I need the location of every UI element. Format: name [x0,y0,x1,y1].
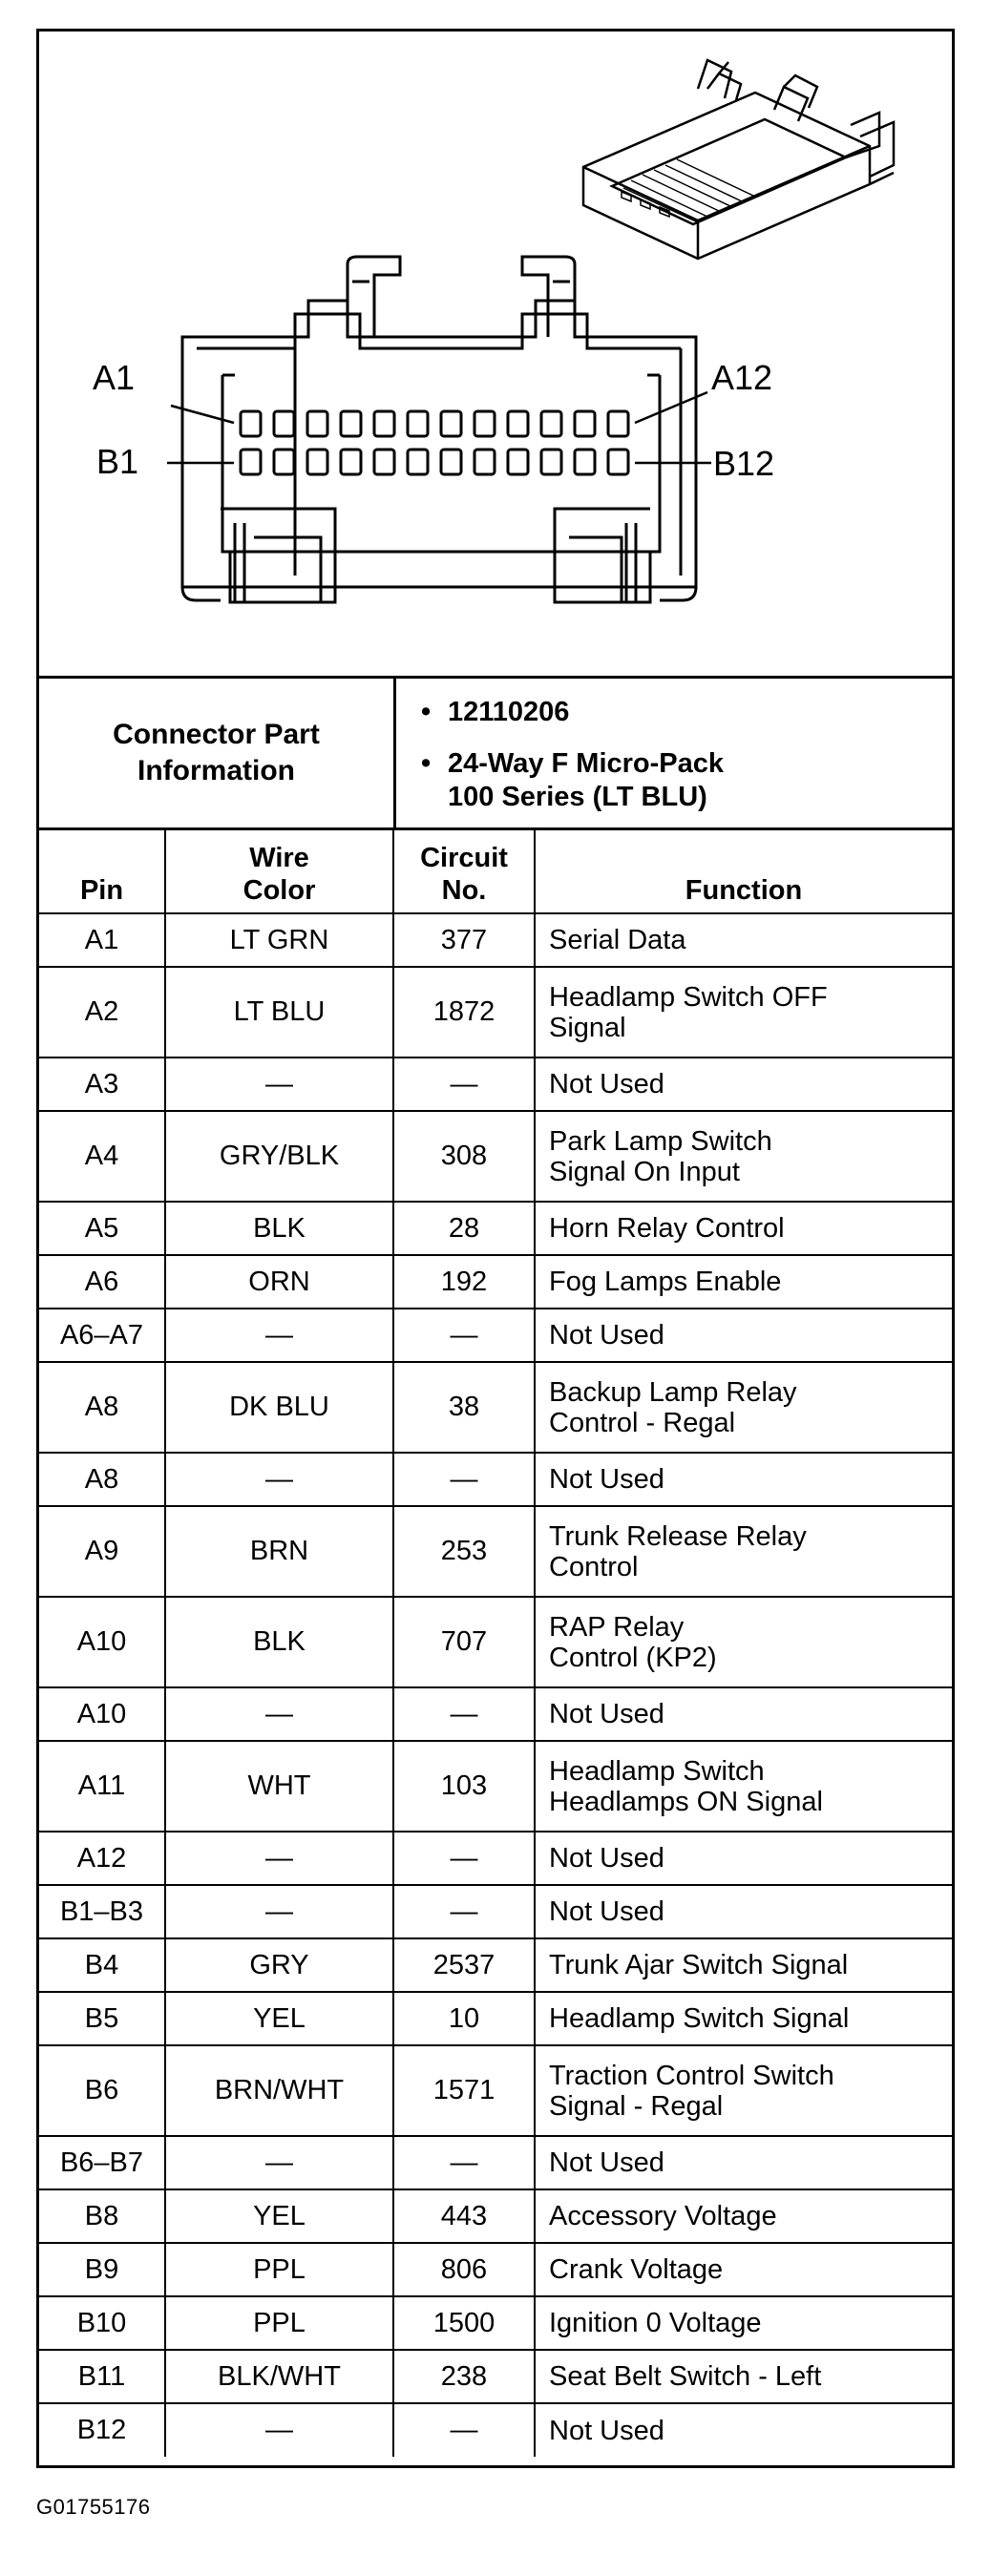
pin-cell: B6 [39,2045,165,2136]
function-line: Fog Lamps Enable [549,1267,782,1297]
pin-cell: B12 [39,2403,165,2457]
function-line: Ignition 0 Voltage [549,2308,762,2338]
label-a12: A12 [711,358,773,397]
wire-color-cell: — [165,2403,393,2457]
wire-color-cell: LT GRN [165,913,393,967]
circuit-cell: — [393,2403,535,2457]
bullet-icon: • [421,697,432,727]
function-cell [535,1202,952,1255]
function-cell [535,1058,952,1111]
function-cell [535,1938,952,1992]
circuit-cell: 2537 [393,1938,535,1992]
circuit-cell: 28 [393,1202,535,1255]
function-cell [535,1741,952,1832]
circuit-cell: 806 [393,2243,535,2296]
function-line: Headlamp Switch Signal [549,2003,850,2034]
circuit-cell: — [393,2136,535,2189]
function-cell [535,2136,952,2189]
function-line: Park Lamp Switch [549,1125,772,1157]
function-line: Headlamps ON Signal [549,1786,823,1817]
wire-color-cell: YEL [165,1992,393,2045]
wire-color-cell: PPL [165,2243,393,2296]
circuit-cell: 1500 [393,2296,535,2350]
connector-info-label-line1: Connector Part [113,719,320,750]
function-cell [535,1309,952,1362]
connector-sheet [36,29,955,2468]
table-header-row [39,827,952,913]
circuit-cell: 443 [393,2189,535,2243]
pin-cell: B5 [39,1992,165,2045]
pin-cavities-b-row [241,450,628,474]
connector-body [182,301,696,587]
description-line1: 24-Way F Micro-Pack [448,748,725,779]
wire-color-cell: — [165,1885,393,1938]
pin-cell: B8 [39,2189,165,2243]
function-line: Control [549,1551,639,1582]
circuit-cell: 103 [393,1741,535,1832]
table-row [39,1938,952,1992]
function-line: Control - Regal [549,1407,736,1438]
wire-color-cell: LT BLU [165,967,393,1058]
part-number: 12110206 [448,697,570,727]
circuit-cell: 192 [393,1255,535,1309]
wire-color-cell: — [165,1058,393,1111]
wire-color-cell: YEL [165,2189,393,2243]
circuit-cell: 308 [393,1111,535,1202]
label-b12: B12 [713,444,775,483]
table-row [39,2350,952,2403]
wire-color-cell: GRY/BLK [165,1111,393,1202]
table-row [39,1362,952,1453]
function-cell [535,1597,952,1687]
table-row [39,1597,952,1687]
wire-color-cell: BLK/WHT [165,2350,393,2403]
wire-color-cell: — [165,1832,393,1885]
wire-color-cell: ORN [165,1255,393,1309]
function-line: Backup Lamp Relay [549,1376,797,1408]
table-row [39,1506,952,1597]
header-circuit-no: Circuit No. [393,827,535,913]
pin-cell: A10 [39,1687,165,1741]
wire-color-cell: DK BLU [165,1362,393,1453]
function-line: Not Used [549,1464,664,1495]
function-cell [535,2243,952,2296]
table-row [39,1111,952,1202]
pinout-table [39,827,952,2457]
circuit-cell: 707 [393,1597,535,1687]
table-row [39,1687,952,1741]
function-cell [535,1453,952,1506]
table-row [39,2189,952,2243]
pin-cell: A4 [39,1111,165,1202]
circuit-cell: 377 [393,913,535,967]
description-line2: 100 Series (LT BLU) [448,782,707,812]
function-line: Headlamp Switch OFF [549,981,828,1013]
function-line: Trunk Ajar Switch Signal [549,1950,849,1980]
wire-color-cell: BLK [165,1202,393,1255]
function-line: Not Used [549,1896,664,1927]
table-row [39,1992,952,2045]
table-row [39,913,952,967]
function-cell [535,2189,952,2243]
pin-cell: B1–B3 [39,1885,165,1938]
function-line: Not Used [549,2415,664,2446]
connector-part-information [39,679,952,830]
circuit-cell: 253 [393,1506,535,1597]
connector-info-details [396,679,952,827]
table-row [39,2403,952,2457]
table-row [39,2136,952,2189]
table-row [39,1202,952,1255]
pin-cell: A5 [39,1202,165,1255]
function-line: RAP Relay [549,1611,685,1643]
wire-color-cell: — [165,2136,393,2189]
connector-info-label-line2: Information [137,755,295,786]
wire-color-cell: BRN [165,1506,393,1597]
function-line: Signal On Input [549,1156,740,1187]
function-line: Accessory Voltage [549,2201,777,2231]
wire-color-cell: BRN/WHT [165,2045,393,2136]
wire-color-cell: PPL [165,2296,393,2350]
circuit-cell: 10 [393,1992,535,2045]
function-cell [535,2045,952,2136]
function-line: Signal - Regal [549,2090,724,2122]
circuit-cell: — [393,1832,535,1885]
function-cell [535,1111,952,1202]
function-line: Horn Relay Control [549,1213,785,1244]
function-cell [535,913,952,967]
function-line: Not Used [549,1699,664,1729]
function-line: Not Used [549,1069,664,1100]
pin-cell: A12 [39,1832,165,1885]
circuit-cell: 38 [393,1362,535,1453]
function-cell [535,1362,952,1453]
function-line: Signal [549,1012,626,1043]
table-row [39,1741,952,1832]
wire-color-cell: GRY [165,1938,393,1992]
pin-cell: A6–A7 [39,1309,165,1362]
pin-cell: A6 [39,1255,165,1309]
wire-color-cell: — [165,1453,393,1506]
function-cell [535,1255,952,1309]
table-row [39,1309,952,1362]
table-row [39,1255,952,1309]
circuit-cell: — [393,1885,535,1938]
wire-color-cell: WHT [165,1741,393,1832]
function-cell [535,967,952,1058]
function-cell [535,1885,952,1938]
function-line: Control (KP2) [549,1642,717,1673]
function-line: Serial Data [549,925,686,955]
bullet-icon: • [421,748,432,779]
function-line: Crank Voltage [549,2254,724,2285]
pin-cell: B11 [39,2350,165,2403]
header-wire-color: Wire Color [165,827,393,913]
isometric-connector-view [583,60,894,259]
wire-color-cell: BLK [165,1597,393,1687]
connector-info-label [39,679,396,827]
pin-cell: A11 [39,1741,165,1832]
connector-drawing [39,31,952,676]
circuit-cell: — [393,1687,535,1741]
table-row [39,2045,952,2136]
circuit-cell: 1571 [393,2045,535,2136]
table-row [39,1885,952,1938]
function-line: Not Used [549,1843,664,1874]
pin-cavities-a-row [241,411,628,436]
function-cell [535,2403,952,2457]
pin-cell: A3 [39,1058,165,1111]
function-cell [535,1992,952,2045]
wire-color-cell: — [165,1687,393,1741]
pin-cell: B6–B7 [39,2136,165,2189]
pin-cell: B4 [39,1938,165,1992]
function-line: Headlamp Switch [549,1755,765,1787]
circuit-cell: 1872 [393,967,535,1058]
pin-cell: A8 [39,1362,165,1453]
table-row [39,2243,952,2296]
table-row [39,967,952,1058]
pin-cell: B9 [39,2243,165,2296]
function-line: Trunk Release Relay [549,1520,807,1552]
table-row [39,2296,952,2350]
function-line: Not Used [549,1320,664,1351]
circuit-cell: 238 [393,2350,535,2403]
function-line: Not Used [549,2147,664,2178]
function-cell [535,1687,952,1741]
table-row [39,1058,952,1111]
wire-color-cell: — [165,1309,393,1362]
label-a1: A1 [93,358,136,397]
pin-cell: A9 [39,1506,165,1597]
pin-cell: B10 [39,2296,165,2350]
table-row [39,1832,952,1885]
circuit-cell: — [393,1309,535,1362]
function-cell [535,2296,952,2350]
header-pin: Pin [39,827,165,913]
label-b1: B1 [96,442,139,481]
connector-diagram [39,31,952,679]
pin-cell: A2 [39,967,165,1058]
circuit-cell: — [393,1453,535,1506]
pin-cell: A10 [39,1597,165,1687]
function-line: Traction Control Switch [549,2060,834,2091]
function-cell [535,1506,952,1597]
function-line: Seat Belt Switch - Left [549,2361,822,2392]
pin-cell: A1 [39,913,165,967]
circuit-cell: — [393,1058,535,1111]
function-cell [535,1832,952,1885]
table-row [39,1453,952,1506]
function-cell [535,2350,952,2403]
pin-cell: A8 [39,1453,165,1506]
header-function: Function [535,827,952,913]
figure-code: G01755176 [36,2495,151,2519]
